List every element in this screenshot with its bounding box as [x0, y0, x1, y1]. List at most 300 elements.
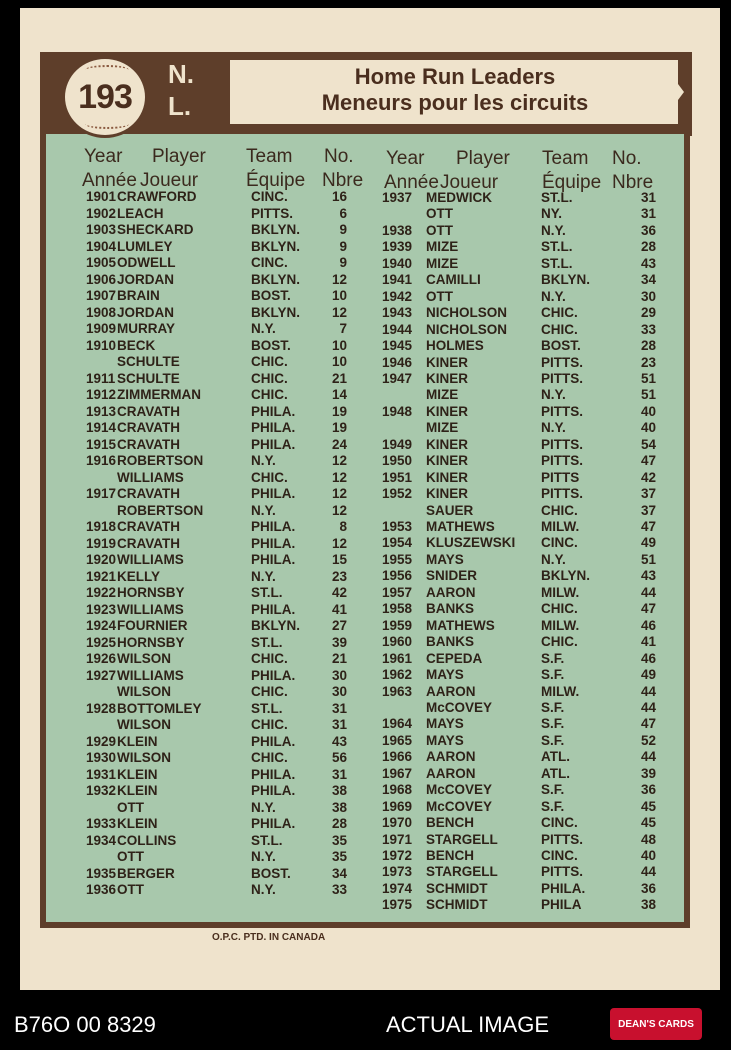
row-team: PHILA: [541, 897, 582, 913]
row-team: S.F.: [541, 699, 565, 715]
row-player: COLLINS: [117, 832, 177, 848]
row-count: 49: [640, 667, 656, 683]
row-team: N.Y.: [251, 882, 276, 897]
row-count: 15: [331, 552, 347, 567]
header-year-right: Year: [386, 148, 425, 169]
row-player: MURRAY: [117, 321, 176, 336]
row-team: ST.L.: [251, 832, 283, 848]
row-team: PHILA.: [251, 420, 296, 435]
row-team: MILW.: [541, 683, 580, 699]
row-player: KLUSZEWSKI: [426, 535, 516, 551]
row-player: McCOVEY: [426, 782, 493, 798]
row-count: 47: [640, 453, 656, 469]
row-year: 1922: [86, 585, 117, 600]
row-team: PHILA.: [251, 403, 296, 419]
row-year: 1913: [86, 403, 117, 419]
row-count: 24: [331, 436, 347, 452]
row-team: CINC.: [251, 189, 288, 204]
row-team: CHIC.: [251, 370, 288, 386]
row-year: 1954: [382, 535, 413, 551]
row-team: PHILA.: [251, 783, 296, 798]
row-player: LEACH: [117, 205, 164, 221]
row-count: 28: [640, 338, 656, 354]
row-player: KLEIN: [117, 816, 158, 831]
row-year: 1960: [382, 634, 413, 650]
row-team: ST.L.: [251, 700, 283, 716]
row-count: 28: [640, 239, 656, 255]
row-count: 9: [339, 238, 347, 254]
row-team: N.Y.: [251, 799, 276, 815]
row-year: 1933: [86, 816, 117, 831]
row-year: 1921: [86, 568, 117, 584]
row-year: 1925: [86, 634, 117, 650]
row-team: N.Y.: [541, 222, 566, 238]
header-joueur: Joueur: [140, 170, 199, 191]
row-count: 40: [640, 420, 656, 436]
row-year: 1943: [382, 305, 413, 321]
row-year: 1914: [86, 420, 117, 435]
row-player: McCOVEY: [426, 798, 493, 814]
row-player: CRAVATH: [117, 420, 180, 435]
row-player: CRAVATH: [117, 486, 180, 501]
row-year: 1904: [86, 238, 117, 254]
row-team: PITTS.: [541, 864, 584, 880]
row-team: PHILA.: [251, 816, 296, 831]
row-player: KINER: [426, 370, 469, 386]
row-team: PHILA.: [251, 667, 296, 683]
row-count: 37: [640, 486, 656, 502]
row-year: 1939: [382, 239, 413, 255]
row-count: 38: [331, 783, 347, 798]
row-year: 1941: [382, 272, 413, 288]
row-year: 1970: [382, 815, 413, 831]
stitch-bottom: [85, 119, 129, 129]
row-team: S.F.: [541, 782, 565, 798]
row-player: MIZE: [426, 387, 459, 403]
row-team: S.F.: [541, 667, 565, 683]
row-player: OTT: [426, 222, 453, 238]
deans-cards-logo: [610, 1008, 702, 1040]
row-count: 52: [640, 732, 656, 748]
row-year: 1917: [86, 486, 117, 501]
row-player: LUMLEY: [117, 238, 173, 254]
row-player: KLEIN: [117, 733, 158, 749]
league-label: [168, 58, 194, 122]
row-year: 1905: [86, 255, 117, 270]
row-year: 1924: [86, 618, 117, 633]
row-team: PHILA.: [251, 601, 296, 617]
league-n: N.: [168, 59, 194, 89]
row-year: 1950: [382, 453, 413, 469]
row-year: 1927: [86, 667, 117, 683]
row-count: 33: [640, 321, 656, 337]
row-year: 1918: [86, 519, 117, 534]
row-player: BANKS: [426, 634, 475, 650]
row-team: PITTS.: [541, 370, 584, 386]
row-year: 1923: [86, 601, 117, 617]
row-count: 47: [640, 716, 656, 732]
row-count: 12: [331, 271, 347, 287]
row-player: BECK: [117, 337, 156, 353]
header-player: Player: [152, 146, 206, 167]
row-team: BOST.: [541, 338, 581, 354]
row-team: PHILA.: [251, 552, 296, 567]
row-player: HOLMES: [426, 338, 484, 354]
row-player: MAYS: [426, 551, 464, 567]
row-count: 31: [640, 190, 656, 205]
row-team: CINC.: [251, 255, 288, 270]
row-count: 12: [331, 502, 347, 518]
header-no-right: No.: [612, 148, 642, 169]
row-player: NICHOLSON: [426, 305, 507, 321]
row-player: AARON: [426, 765, 476, 781]
row-year: 1935: [86, 865, 117, 881]
row-year: 1938: [382, 222, 413, 238]
row-player: ROBERTSON: [117, 453, 204, 468]
row-player: NICHOLSON: [426, 321, 507, 337]
row-player: WILSON: [117, 651, 171, 666]
row-year: 1965: [382, 732, 413, 748]
row-count: 45: [640, 815, 656, 831]
row-count: 36: [640, 880, 656, 896]
row-player: MATHEWS: [426, 617, 495, 633]
row-count: 39: [640, 765, 656, 781]
row-player: BENCH: [426, 848, 475, 863]
row-year: 1962: [382, 667, 413, 683]
row-team: PHILA.: [251, 766, 296, 782]
row-player: MAYS: [426, 716, 464, 732]
row-count: 41: [640, 634, 656, 650]
row-count: 49: [640, 535, 656, 551]
row-year: 1964: [382, 716, 413, 732]
header-player-right: Player: [456, 148, 510, 169]
row-team: ST.L.: [541, 255, 573, 271]
row-team: PITTS.: [541, 403, 584, 419]
row-team: NY.: [541, 206, 563, 222]
row-year: 1949: [382, 436, 413, 452]
header-nbre-right: Nbre: [612, 172, 654, 193]
row-player: OTT: [426, 288, 453, 304]
row-team: ATL.: [541, 749, 570, 765]
row-count: 48: [640, 831, 656, 847]
row-count: 40: [640, 848, 656, 863]
row-player: BRAIN: [117, 288, 160, 303]
row-count: 28: [331, 816, 347, 831]
row-year: 1975: [382, 897, 413, 913]
row-player: ODWELL: [117, 255, 176, 270]
row-player: WILLIAMS: [117, 667, 184, 683]
row-team: CHIC.: [541, 502, 578, 518]
row-team: PITTS.: [541, 486, 584, 502]
card-number: 193: [78, 77, 132, 116]
row-count: 21: [331, 651, 347, 666]
row-player: CRAVATH: [117, 403, 180, 419]
row-player: OTT: [117, 849, 144, 864]
row-team: CINC.: [541, 815, 578, 831]
row-player: SHECKARD: [117, 222, 194, 237]
row-team: S.F.: [541, 732, 565, 748]
row-player: WILSON: [117, 717, 171, 732]
row-count: 43: [640, 255, 656, 271]
row-year: 1947: [382, 370, 413, 386]
row-year: 1963: [382, 683, 413, 699]
row-player: HORNSBY: [117, 585, 185, 600]
row-player: CRAVATH: [117, 535, 180, 551]
row-year: 1932: [86, 783, 117, 798]
row-team: N.Y.: [251, 502, 276, 518]
actual-image-label: ACTUAL IMAGE: [386, 1012, 549, 1037]
row-player: SCHULTE: [117, 370, 180, 386]
row-team: MILW.: [541, 584, 580, 600]
row-year: 1942: [382, 288, 413, 304]
row-count: 47: [640, 519, 656, 534]
row-team: N.Y.: [251, 849, 276, 864]
row-count: 12: [331, 453, 347, 468]
row-team: N.Y.: [541, 420, 566, 436]
row-team: CHIC.: [251, 717, 288, 732]
row-team: PITTS.: [541, 453, 584, 469]
row-count: 12: [331, 469, 347, 485]
row-player: WILLIAMS: [117, 601, 184, 617]
row-count: 8: [339, 519, 347, 534]
row-player: HORNSBY: [117, 634, 185, 650]
row-player: SCHMIDT: [426, 897, 488, 913]
row-count: 35: [331, 849, 347, 864]
row-year: 1931: [86, 766, 117, 782]
row-player: ROBERTSON: [117, 502, 204, 518]
row-year: 1953: [382, 519, 413, 534]
row-team: PHILA.: [541, 880, 586, 896]
row-team: BKLYN.: [541, 568, 591, 584]
row-team: N.Y.: [251, 568, 276, 584]
row-count: 44: [640, 864, 656, 880]
row-team: N.Y.: [541, 387, 566, 403]
row-year: 1951: [382, 469, 413, 485]
row-count: 23: [640, 354, 656, 370]
row-team: S.F.: [541, 798, 565, 814]
title-english: Home Run Leaders: [354, 64, 556, 89]
row-count: 31: [331, 700, 347, 716]
row-player: KINER: [426, 453, 469, 469]
header-equipe: Équipe: [246, 170, 306, 191]
row-team: ST.L.: [251, 585, 283, 600]
row-year: 1916: [86, 453, 117, 468]
row-year: 1946: [382, 354, 413, 370]
header-no: No.: [324, 146, 354, 167]
row-team: CHIC.: [541, 634, 578, 650]
row-player: MAYS: [426, 667, 464, 683]
row-count: 31: [640, 206, 656, 222]
row-count: 12: [331, 304, 347, 320]
row-player: AARON: [426, 683, 476, 699]
header-year: Year: [84, 146, 123, 167]
baseball-icon: [62, 56, 148, 138]
row-player: CRAVATH: [117, 519, 180, 534]
row-player: AARON: [426, 584, 476, 600]
row-count: 44: [640, 683, 656, 699]
row-count: 23: [331, 568, 347, 584]
row-player: OTT: [426, 206, 453, 222]
row-team: PITTS.: [541, 831, 584, 847]
row-player: STARGELL: [426, 864, 498, 880]
row-count: 54: [640, 436, 656, 452]
row-player: McCOVEY: [426, 699, 493, 715]
row-year: 1930: [86, 750, 117, 765]
row-team: N.Y.: [541, 288, 566, 304]
row-count: 10: [331, 288, 347, 303]
row-team: BKLYN.: [251, 222, 301, 237]
row-count: 40: [640, 403, 656, 419]
row-team: PHILA.: [251, 733, 296, 749]
row-player: ZIMMERMAN: [117, 387, 201, 402]
row-player: BOTTOMLEY: [117, 700, 202, 716]
row-player: KINER: [426, 403, 469, 419]
row-team: CHIC.: [541, 601, 578, 617]
header-equipe-right: Équipe: [542, 172, 602, 193]
row-player: KLEIN: [117, 766, 158, 782]
row-team: CHIC.: [251, 469, 288, 485]
row-count: 27: [331, 618, 347, 633]
row-year: 1937: [382, 190, 413, 205]
row-count: 31: [331, 766, 347, 782]
row-team: N.Y.: [541, 551, 566, 567]
header-team: Team: [246, 146, 293, 167]
row-team: CHIC.: [251, 684, 288, 699]
row-year: 1919: [86, 535, 117, 551]
row-year: 1912: [86, 387, 117, 402]
row-count: 30: [640, 288, 656, 304]
row-team: PITTS.: [541, 354, 584, 370]
row-year: 1906: [86, 271, 117, 287]
row-count: 31: [331, 717, 347, 732]
row-year: 1902: [86, 205, 117, 221]
row-player: MATHEWS: [426, 519, 495, 534]
row-year: 1936: [86, 882, 117, 897]
row-count: 44: [640, 749, 656, 765]
row-count: 43: [331, 733, 347, 749]
row-player: JORDAN: [117, 304, 175, 320]
row-team: PITTS: [541, 469, 580, 485]
row-count: 44: [640, 699, 656, 715]
row-count: 51: [640, 387, 656, 403]
row-count: 9: [339, 222, 347, 237]
row-year: 1926: [86, 651, 117, 666]
row-year: 1968: [382, 782, 413, 798]
row-year: 1915: [86, 436, 117, 452]
row-count: 14: [331, 387, 347, 402]
row-year: 1945: [382, 338, 413, 354]
row-year: 1908: [86, 304, 117, 320]
row-count: 21: [331, 370, 347, 386]
row-count: 43: [640, 568, 656, 584]
row-year: 1956: [382, 568, 413, 584]
row-team: BOST.: [251, 865, 291, 881]
row-count: 36: [640, 222, 656, 238]
row-player: MIZE: [426, 239, 459, 255]
row-count: 42: [640, 469, 656, 485]
row-team: PITTS.: [541, 436, 584, 452]
row-year: 1911: [86, 370, 116, 386]
row-team: BKLYN.: [251, 271, 301, 287]
row-count: 16: [331, 189, 347, 204]
row-year: 1966: [382, 749, 413, 765]
row-count: 6: [339, 205, 347, 221]
row-year: 1901: [86, 189, 117, 204]
row-player: SCHMIDT: [426, 880, 488, 896]
row-team: PITTS.: [251, 205, 294, 221]
row-player: STARGELL: [426, 831, 498, 847]
row-team: ST.L.: [251, 634, 283, 650]
row-team: ATL.: [541, 765, 570, 781]
row-count: 42: [331, 585, 347, 600]
row-player: BERGER: [117, 865, 175, 881]
row-count: 45: [640, 798, 656, 814]
row-player: AARON: [426, 749, 476, 765]
row-team: BKLYN.: [251, 304, 301, 320]
row-count: 39: [331, 634, 347, 650]
row-team: PHILA.: [251, 486, 296, 501]
row-count: 12: [331, 486, 347, 501]
row-count: 37: [640, 502, 656, 518]
row-team: CHIC.: [251, 387, 288, 402]
row-team: CHIC.: [541, 321, 578, 337]
row-team: BKLYN.: [251, 238, 301, 254]
row-player: WILSON: [117, 684, 171, 699]
row-year: 1973: [382, 864, 413, 880]
row-year: 1944: [382, 321, 413, 337]
row-team: ST.L.: [541, 239, 573, 255]
row-count: 51: [640, 370, 656, 386]
row-player: CRAVATH: [117, 436, 180, 452]
row-player: CEPEDA: [426, 650, 483, 666]
row-team: BKLYN.: [541, 272, 591, 288]
row-year: 1959: [382, 617, 413, 633]
row-team: PHILA.: [251, 535, 296, 551]
row-count: 35: [331, 832, 347, 848]
row-year: 1928: [86, 700, 117, 716]
row-year: 1910: [86, 337, 117, 353]
row-player: MAYS: [426, 732, 464, 748]
row-count: 30: [331, 667, 347, 683]
row-count: 44: [640, 584, 656, 600]
row-player: WILLIAMS: [117, 469, 184, 485]
row-count: 51: [640, 551, 656, 567]
row-team: CINC.: [541, 848, 578, 863]
cert-serial: B76O 00 8329: [14, 1012, 156, 1037]
row-count: 12: [331, 535, 347, 551]
row-team: CINC.: [541, 535, 578, 551]
league-l: L.: [168, 91, 192, 121]
row-player: KINER: [426, 436, 469, 452]
row-year: 1971: [382, 831, 413, 847]
row-year: 1961: [382, 650, 413, 666]
row-count: 41: [331, 601, 347, 617]
logo-text: DEAN'S CARDS: [618, 1018, 694, 1030]
row-team: CHIC.: [251, 651, 288, 666]
row-year: 1909: [86, 321, 117, 336]
row-team: CHIC.: [251, 354, 288, 369]
row-count: 29: [640, 305, 656, 321]
row-player: OTT: [117, 799, 144, 815]
row-count: 33: [331, 882, 347, 897]
row-player: MIZE: [426, 255, 459, 271]
row-year: 1952: [382, 486, 413, 502]
row-year: 1903: [86, 222, 117, 237]
row-team: BOST.: [251, 288, 291, 303]
row-year: 1972: [382, 848, 413, 863]
row-year: 1929: [86, 733, 117, 749]
header-annee: Année: [82, 170, 137, 191]
